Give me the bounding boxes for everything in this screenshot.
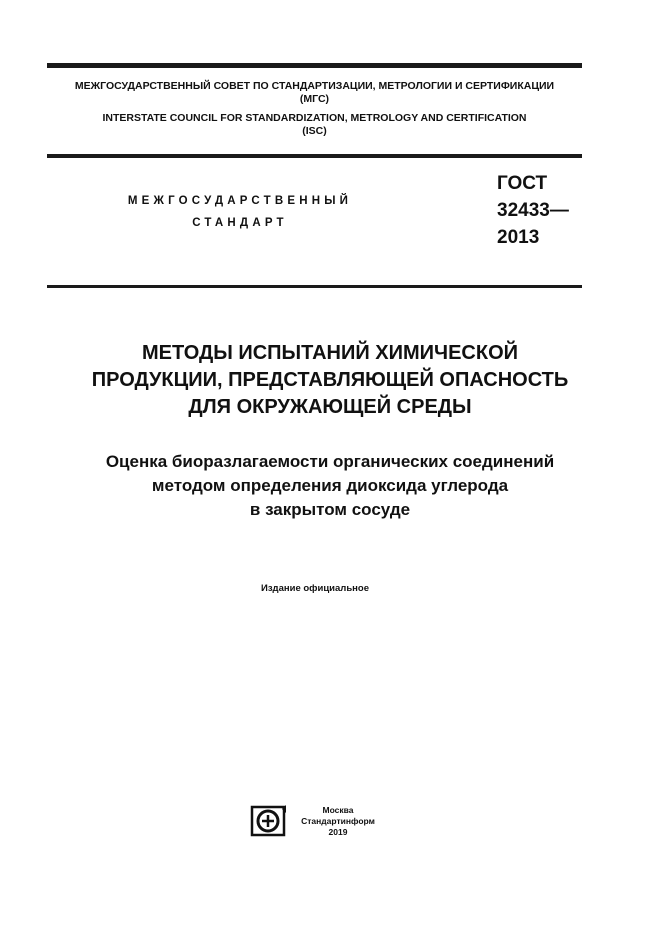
title-line3: ДЛЯ ОКРУЖАЮЩЕЙ СРЕДЫ (188, 396, 472, 418)
publisher-year: 2019 (328, 827, 348, 837)
middle-divider (47, 154, 582, 158)
subtitle-line3: в закрытом сосуде (249, 500, 411, 519)
gost-prefix: ГОСТ (497, 173, 548, 194)
subtitle-line2: методом определения диоксида углерода (151, 476, 509, 495)
council-name-en (47, 112, 582, 138)
bottom-divider (47, 285, 582, 288)
standard-type-label (100, 190, 380, 234)
council-en-abbr: (ISC) (302, 125, 327, 137)
document-subtitle (20, 450, 640, 522)
document-title (20, 340, 640, 421)
publisher-block (293, 805, 383, 838)
standartinform-logo-icon (248, 805, 288, 837)
gost-year: 2013 (497, 227, 540, 248)
council-ru-line1: МЕЖГОСУДАРСТВЕННЫЙ СОВЕТ ПО СТАНДАРТИЗАЦИИ, МЕТРОЛОГИИ И СЕРТИФИКАЦИИ (74, 80, 555, 92)
subtitle-line1: Оценка биоразлагаемости органических соединений (105, 452, 555, 471)
edition-note: Издание официальное (261, 583, 369, 594)
council-ru-abbr: (МГС) (299, 93, 330, 105)
top-divider (47, 63, 582, 68)
gost-number (497, 170, 569, 251)
title-line1: МЕТОДЫ ИСПЫТАНИЙ ХИМИЧЕСКОЙ (141, 342, 519, 364)
standard-type-line2: СТАНДАРТ (192, 217, 288, 229)
title-line2: ПРОДУКЦИИ, ПРЕДСТАВЛЯЮЩЕЙ ОПАСНОСТЬ (91, 369, 569, 391)
publisher-city: Москва (322, 805, 354, 815)
gost-code: 32433— (497, 200, 569, 221)
council-en-line1: INTERSTATE COUNCIL FOR STANDARDIZATION, METROLOGY AND CERTIFICATION (102, 112, 527, 124)
council-name-ru (47, 80, 582, 106)
publisher-name: Стандартинформ (301, 816, 375, 826)
standard-type-line1: МЕЖГОСУДАРСТВЕННЫЙ (127, 195, 353, 207)
